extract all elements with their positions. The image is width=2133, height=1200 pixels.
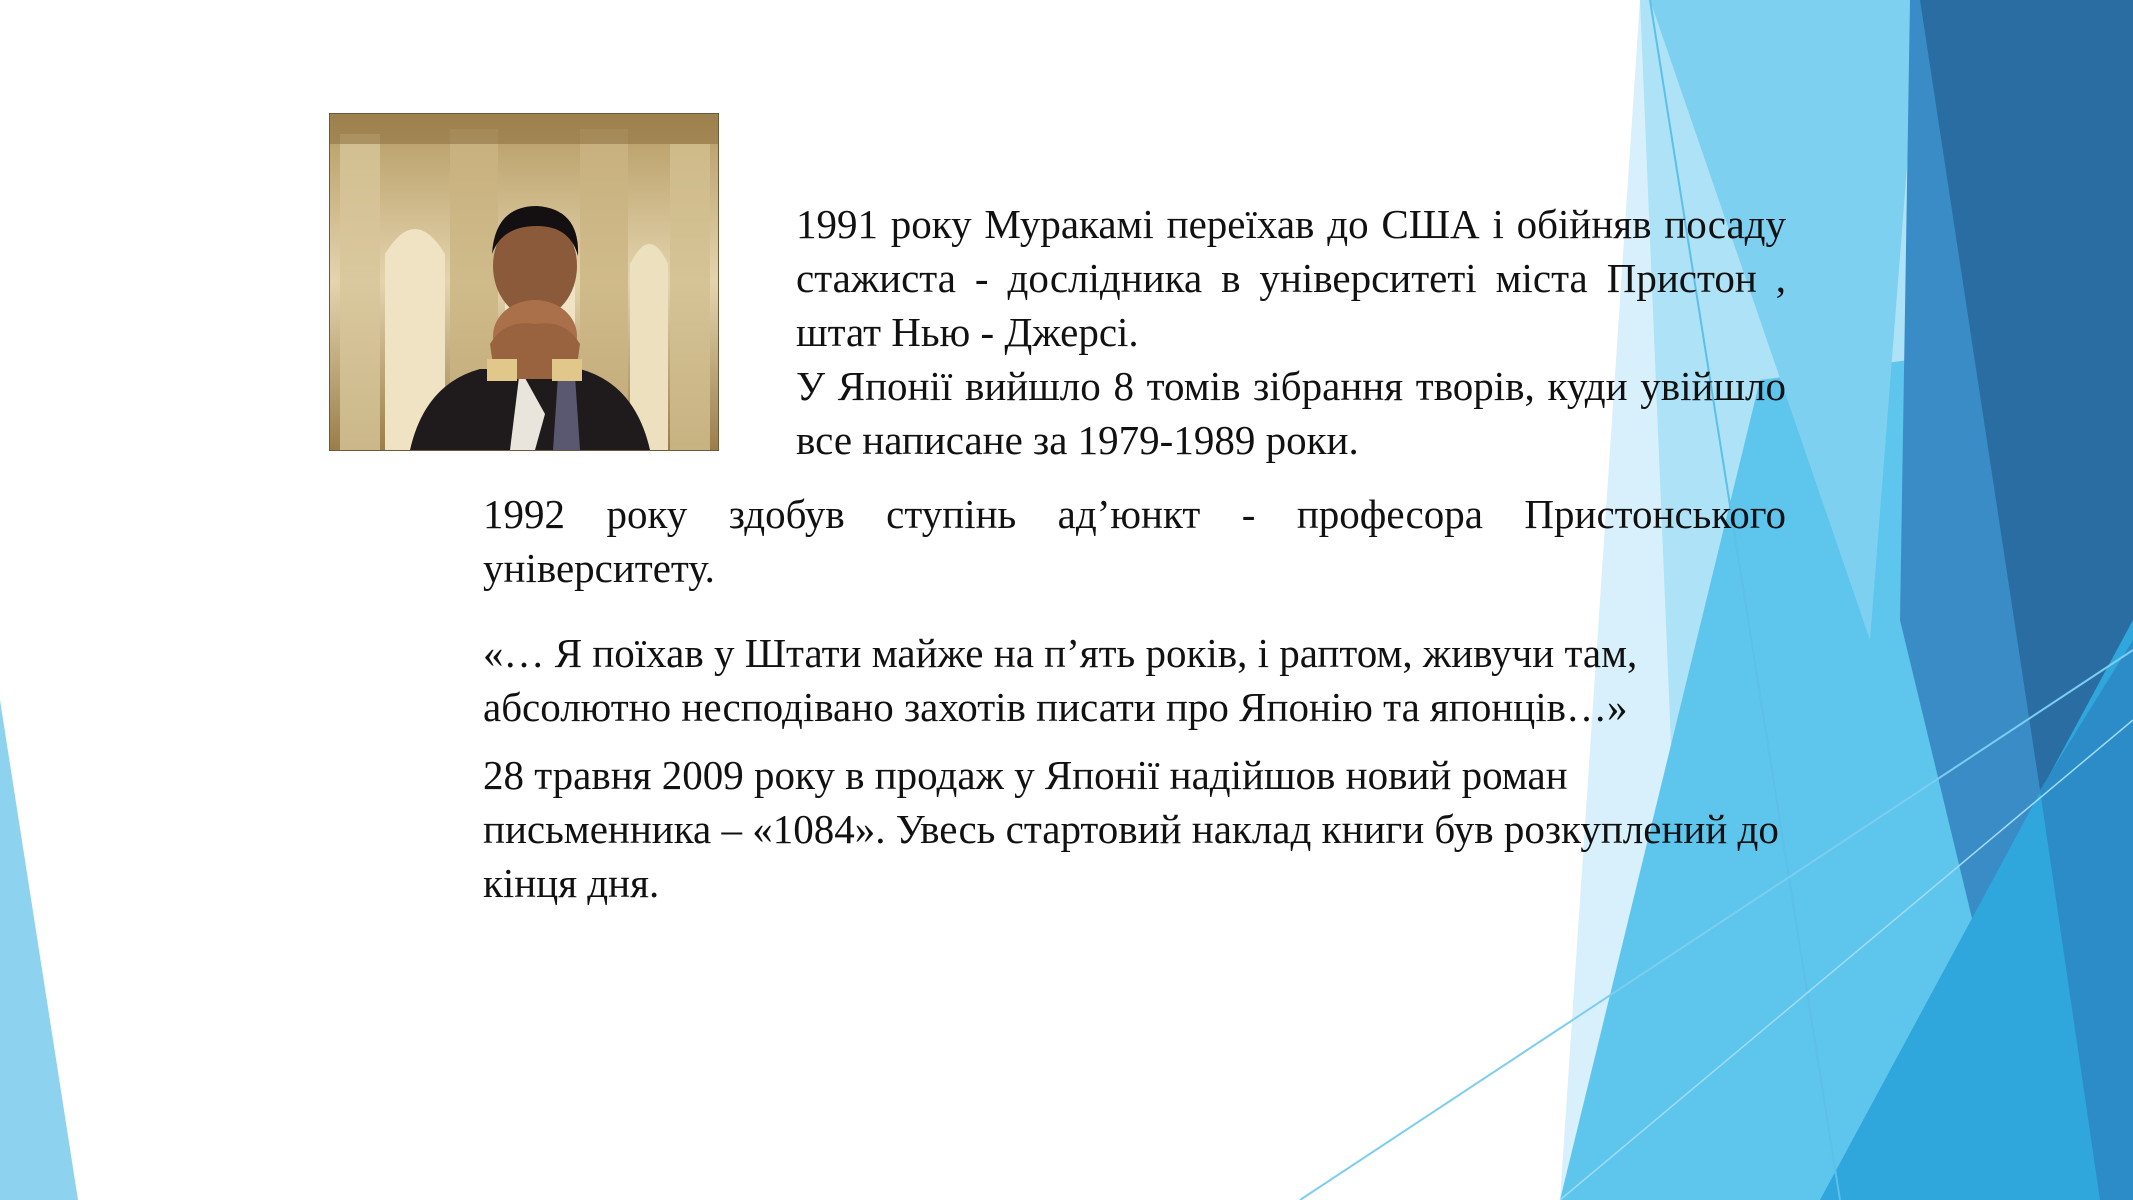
left-accent-shape [0,700,78,1200]
author-photo [329,113,719,451]
paragraph-professor: 1992 року здобув ступінь ад’юнкт - професора Пристонського університету. [483,491,1786,591]
paragraph-collected-works: У Японії вийшло 8 томів зібрання творів, куди увійшло все написане за 1979-1989 роки. [796,363,1786,463]
paragraph-novel-release: 28 травня 2009 року в продаж у Японії надійшов новий роман письменника – «1084». Увесь стартовий наклад книги був розкуплений до кінця дня. [483,752,1779,906]
quote-paragraph: «… Я поїхав у Штати майже на п’ять років, і раптом, живучи там, абсолютно несподівано захотів писати про Японію та японців…» [483,630,1638,730]
paragraph-move-to-usa-text: 1991 року Муракамі переїхав до США і обійняв посаду стажиста - дослідника в університеті міста Пристон , штат Нью - Джерсі. [796,201,1786,355]
paragraph-move-to-usa [796,197,1786,467]
